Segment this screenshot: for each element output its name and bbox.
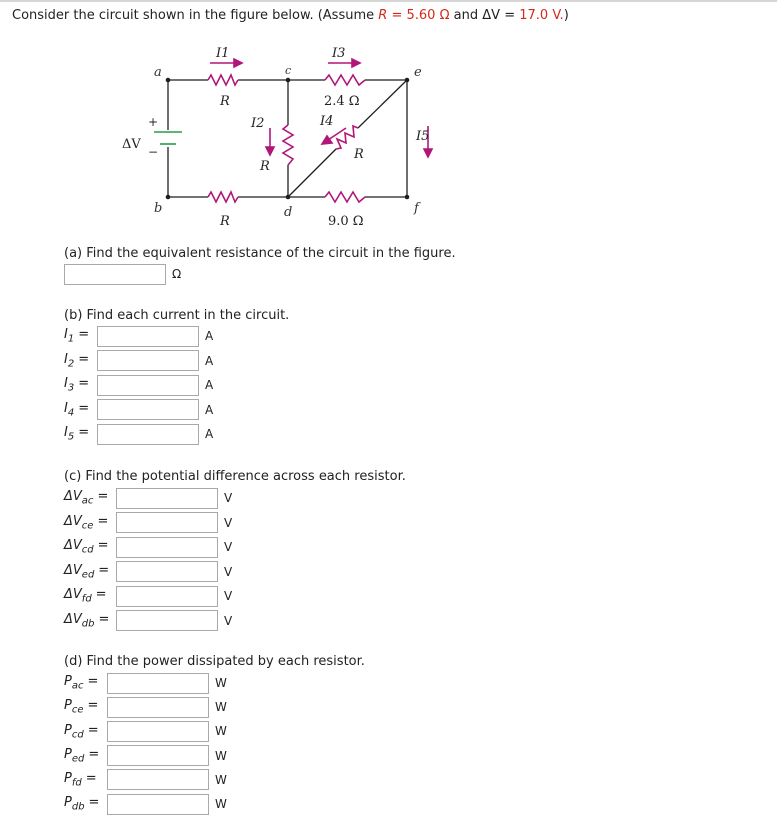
field-label (64, 563, 116, 581)
part-c-row (64, 536, 232, 558)
field-label (64, 612, 116, 630)
field-label-symbol: ΔV (64, 562, 82, 578)
resistor-ac (208, 75, 238, 85)
current-i4-label: I4 (320, 114, 334, 129)
field-label (64, 376, 97, 394)
field-label-subscript: 4 (67, 407, 75, 419)
field-label (64, 401, 97, 419)
field-label-symbol: I (64, 327, 68, 343)
field-label-symbol: I (64, 400, 68, 416)
field-unit: V (224, 491, 233, 505)
field-label (64, 538, 116, 556)
field-label-subscript: cd (81, 544, 94, 556)
resistor-cd (283, 125, 293, 165)
part-b-input-3[interactable] (97, 375, 199, 396)
part-d-row (64, 720, 227, 742)
field-label-subscript: ce (71, 704, 84, 716)
field-unit: A (205, 378, 214, 392)
node-e-label: e (414, 65, 422, 80)
field-unit: A (205, 402, 214, 417)
node-f-label: f (414, 201, 419, 216)
equals-sign: = (78, 327, 90, 343)
field-label-subscript: 1 (67, 333, 75, 345)
equals-sign: = (87, 722, 99, 738)
field-label-subscript: ed (81, 569, 95, 581)
equals-sign: = (97, 489, 109, 505)
field-unit: W (215, 772, 227, 787)
equals-sign: = (78, 351, 90, 367)
part-d-input-ac[interactable] (107, 673, 209, 694)
field-label-symbol: P (64, 771, 72, 786)
part-b-prompt: (b) Find each current in the circuit. (64, 308, 290, 323)
arrow-i5-head (424, 149, 432, 157)
part-b-row (64, 325, 213, 347)
equivalent-resistance-input[interactable] (64, 264, 166, 285)
part-c-input-db[interactable] (116, 610, 218, 631)
part-d-row (64, 745, 227, 767)
field-unit: W (215, 797, 227, 811)
node-c-label: c (285, 64, 292, 77)
resistor-ed-label: R (354, 147, 364, 162)
equals-sign: = (78, 376, 90, 392)
field-label (64, 489, 116, 507)
part-d-input-ed[interactable] (107, 745, 209, 766)
field-label (64, 425, 97, 443)
arrow-i4-head (322, 136, 332, 144)
arrow-i1-head (234, 59, 242, 67)
part-b-row (64, 423, 213, 445)
equals-sign: = (97, 513, 109, 529)
field-label-symbol: P (64, 698, 72, 714)
dv-symbol: ΔV (482, 8, 501, 23)
field-label-symbol: P (64, 795, 72, 811)
part-c-input-ac[interactable] (116, 488, 218, 509)
part-c-input-ce[interactable] (116, 512, 218, 533)
part-c-input-fd[interactable] (116, 586, 218, 607)
field-label-subscript: fd (71, 777, 82, 789)
part-b-input-1[interactable] (97, 326, 199, 347)
field-label-symbol: I (64, 376, 68, 392)
field-label-subscript: db (71, 801, 85, 813)
field-unit: W (215, 748, 227, 763)
part-b-row (64, 399, 213, 421)
equals-sign: = (98, 611, 110, 627)
node-a-label: a (154, 65, 162, 80)
field-label-subscript: fd (81, 593, 92, 605)
part-a-unit: Ω (172, 267, 182, 281)
battery (154, 132, 182, 144)
part-d-row (64, 672, 227, 694)
field-label-subscript: 5 (67, 431, 75, 443)
arrow-i2-head (266, 147, 274, 155)
circuit-diagram (110, 40, 450, 230)
resistor-ed (336, 126, 358, 149)
current-i3-label: I3 (332, 46, 346, 61)
part-c-row (64, 585, 232, 607)
equals-sign: = (78, 400, 90, 416)
field-unit: V (224, 540, 233, 554)
part-d-input-cd[interactable] (107, 721, 209, 742)
field-label-subscript: ed (71, 753, 85, 765)
field-unit: A (205, 329, 214, 343)
node-e-dot (405, 78, 410, 83)
field-label-symbol: ΔV (64, 611, 82, 627)
dv-value: 17.0 V. (519, 8, 564, 23)
field-label-subscript: ac (81, 495, 94, 507)
part-c-prompt: (c) Find the potential difference across each resistor. (64, 469, 406, 484)
resistor-ac-label: R (220, 94, 230, 109)
field-label-subscript: cd (71, 729, 84, 741)
field-label (64, 723, 107, 741)
question-intro: Consider the circuit shown in the figure below. (Assume (12, 8, 375, 23)
battery-minus: − (148, 145, 159, 159)
node-b-label: b (154, 201, 163, 216)
part-d-input-db[interactable] (107, 794, 209, 815)
r-value: 5.60 Ω (406, 8, 450, 23)
resistor-fd (325, 192, 365, 202)
resistor-db-label: R (220, 214, 230, 229)
field-label-symbol: ΔV (64, 538, 82, 554)
equals-sign: = (88, 746, 100, 762)
field-label-symbol: ΔV (64, 489, 82, 505)
field-unit: W (215, 724, 227, 739)
r-symbol: R (378, 8, 388, 23)
field-label (64, 352, 97, 370)
field-label (64, 514, 116, 532)
field-unit: V (224, 589, 233, 603)
resistor-db (208, 192, 238, 202)
part-d-row (64, 769, 227, 791)
field-label-symbol: P (64, 674, 72, 690)
field-label-subscript: ce (81, 520, 94, 532)
equals-sign: = (87, 674, 99, 690)
part-b-input-2[interactable] (97, 350, 199, 371)
question-close: ) (563, 8, 569, 23)
field-label (64, 771, 107, 789)
current-i1-label: I1 (216, 46, 230, 61)
part-c-row (64, 512, 232, 534)
field-unit: W (215, 700, 227, 715)
equals-sign: = (88, 795, 100, 811)
and-text: and (453, 8, 479, 23)
part-a-row (64, 263, 181, 285)
field-label-symbol: I (64, 425, 68, 441)
equals-sign: = (78, 425, 90, 441)
part-a-prompt: (a) Find the equivalent resistance of the circuit in the figure. (64, 246, 456, 261)
current-i5-label: I5 (416, 129, 430, 144)
current-labels (215, 46, 429, 144)
node-d-dot (286, 195, 291, 200)
battery-label: ΔV (122, 137, 141, 152)
equals-sign: = (85, 771, 97, 786)
battery-plus: + (148, 115, 159, 129)
current-arrows (210, 59, 432, 157)
battery-labels (122, 115, 158, 159)
part-b-row (64, 374, 213, 396)
field-label-symbol: P (64, 746, 72, 762)
part-c-row (64, 487, 232, 509)
field-label (64, 587, 116, 605)
part-b-row (64, 350, 213, 372)
top-divider (0, 0, 777, 2)
field-label-symbol: ΔV (64, 587, 82, 603)
field-unit: V (224, 564, 233, 579)
r-equals: = (391, 8, 403, 23)
field-label-symbol: I (64, 351, 68, 367)
field-label (64, 698, 107, 716)
node-a-dot (166, 78, 171, 83)
resistor-fd-label: 9.0 Ω (328, 214, 364, 229)
equals-sign: = (95, 587, 107, 603)
part-d-row (64, 696, 227, 718)
field-label (64, 795, 107, 813)
arrow-i3-head (352, 59, 360, 67)
current-i2-label: I2 (251, 116, 265, 131)
dv-equals: = (504, 8, 516, 23)
wire-r4-d (288, 149, 336, 197)
part-c-input-cd[interactable] (116, 537, 218, 558)
field-label (64, 674, 107, 692)
part-d-input-fd[interactable] (107, 769, 209, 790)
node-f-dot (405, 195, 410, 200)
node-c-dot (286, 78, 291, 83)
part-d-input-ce[interactable] (107, 697, 209, 718)
field-label (64, 327, 97, 345)
field-label-symbol: ΔV (64, 513, 82, 529)
field-unit: V (224, 613, 233, 628)
resistor-ce (325, 75, 365, 85)
part-b-input-5[interactable] (97, 424, 199, 445)
field-label-subscript: 3 (67, 382, 75, 394)
field-unit: V (224, 515, 233, 530)
field-unit: A (205, 427, 214, 441)
node-b-dot (166, 195, 171, 200)
part-b-input-4[interactable] (97, 399, 199, 420)
equals-sign: = (97, 538, 109, 554)
equals-sign: = (98, 562, 110, 578)
part-c-row (64, 561, 232, 583)
field-unit: W (215, 676, 227, 690)
field-label-subscript: 2 (67, 358, 75, 370)
part-c-row (64, 610, 232, 632)
field-label-subscript: ac (71, 680, 84, 692)
field-label-symbol: P (64, 722, 72, 738)
resistor-ce-label: 2.4 Ω (324, 94, 360, 109)
field-label-subscript: db (81, 618, 95, 630)
part-c-input-ed[interactable] (116, 561, 218, 582)
wire-e-r4 (358, 80, 407, 128)
resistor-cd-label: R (260, 159, 270, 174)
field-unit: A (205, 353, 214, 368)
field-label (64, 747, 107, 765)
equals-sign: = (87, 698, 99, 714)
question-text (12, 8, 569, 23)
part-d-prompt: (d) Find the power dissipated by each resistor. (64, 654, 365, 669)
part-d-row (64, 793, 227, 815)
node-d-label: d (284, 205, 293, 220)
